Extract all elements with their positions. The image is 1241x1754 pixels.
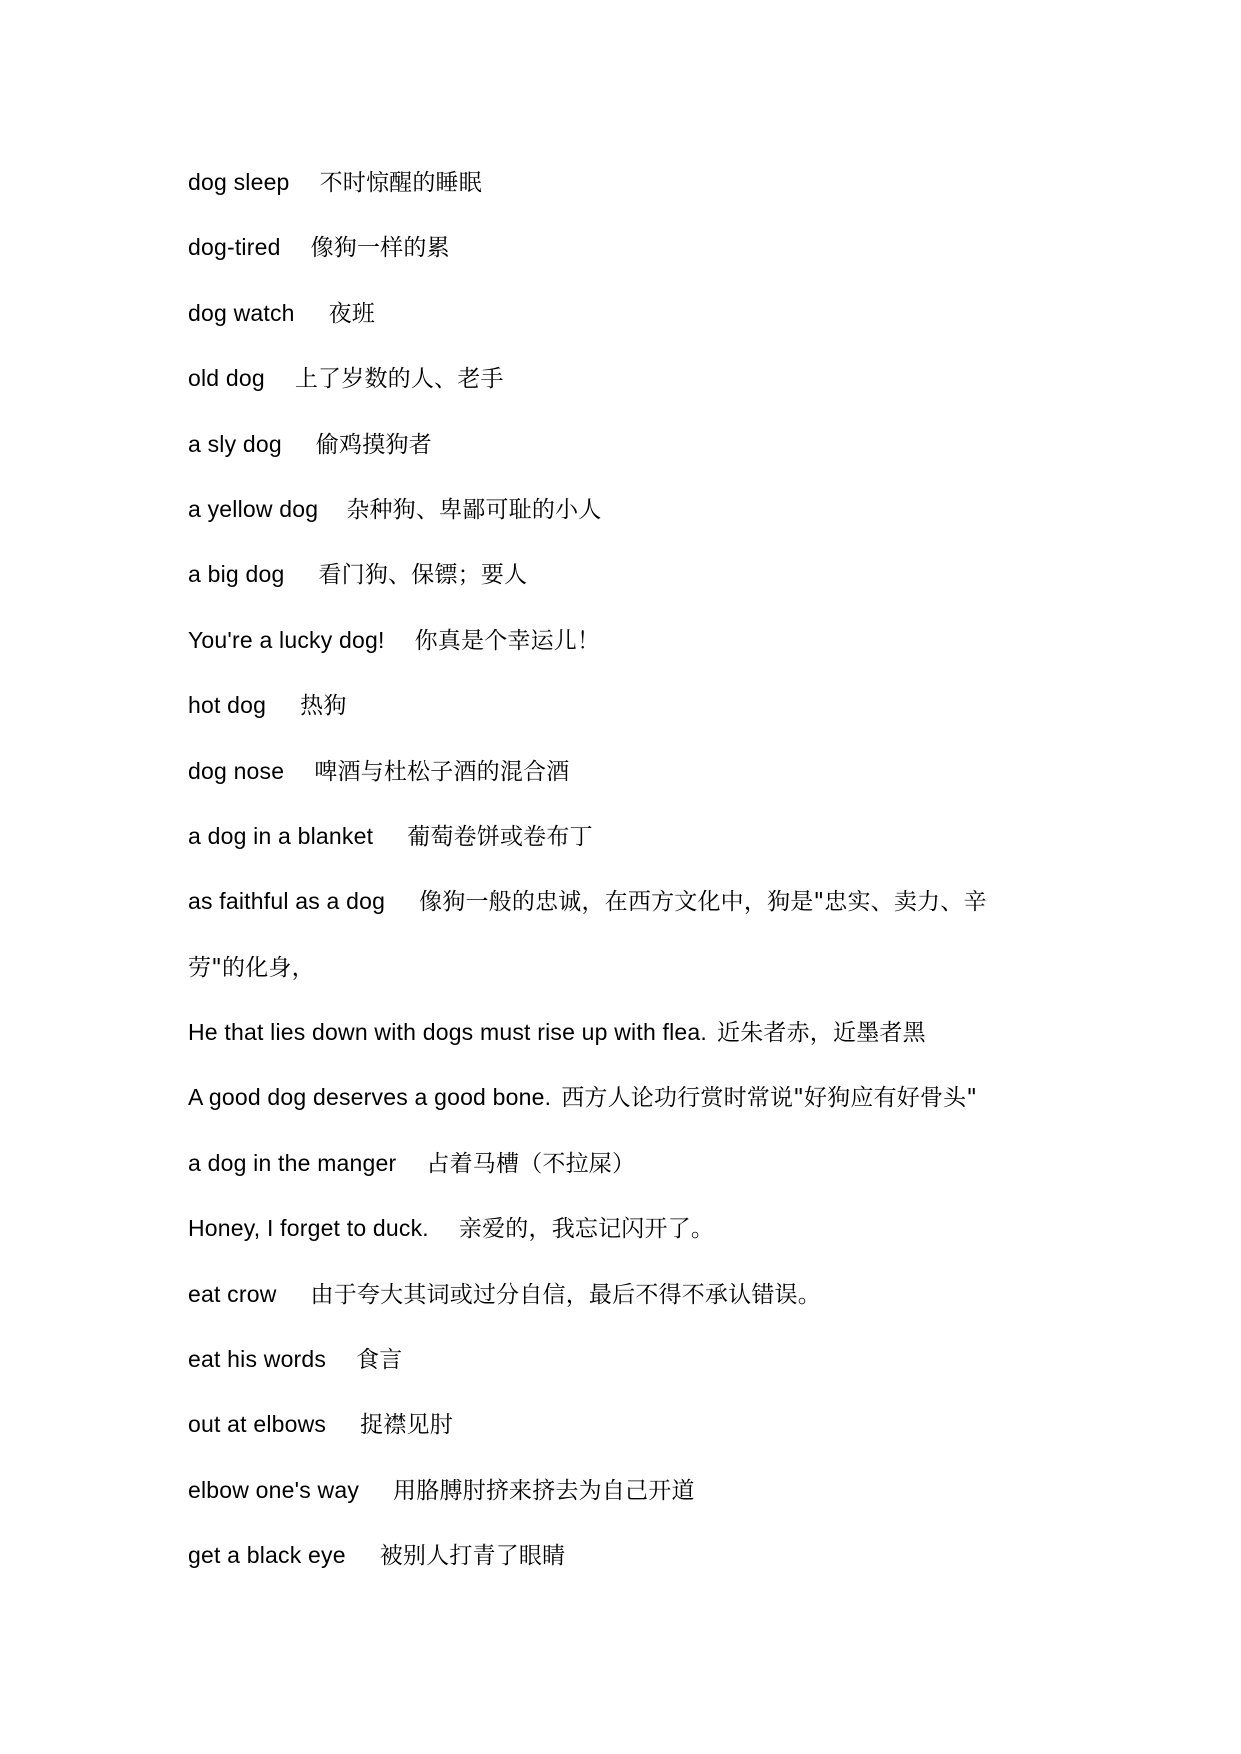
phrase-list	[188, 166, 1068, 1605]
english-phrase: dog sleep	[188, 169, 290, 195]
phrase-entry	[188, 166, 1068, 231]
english-phrase: You're a lucky dog!	[188, 626, 385, 653]
english-phrase: dog watch	[188, 299, 295, 326]
chinese-meaning: 偷鸡摸狗者	[315, 431, 432, 458]
english-phrase: dog-tired	[188, 234, 281, 261]
phrase-entry	[188, 558, 1068, 623]
chinese-meaning: 热狗	[300, 693, 347, 720]
phrase-entry	[188, 624, 1068, 689]
chinese-meaning: 用胳膊肘挤来挤去为自己开道	[393, 1477, 695, 1504]
phrase-entry	[188, 1278, 1068, 1343]
english-phrase: hot dog	[188, 692, 267, 719]
english-phrase: a dog in a blanket	[188, 822, 374, 849]
phrase-entry	[188, 820, 1068, 885]
phrase-entry	[188, 689, 1068, 754]
english-phrase: a sly dog	[188, 430, 282, 457]
english-phrase: a dog in the manger	[188, 1149, 397, 1176]
phrase-entry	[188, 885, 1068, 950]
chinese-meaning: 上了岁数的人、老手	[294, 366, 504, 393]
phrase-entry	[188, 428, 1068, 493]
english-phrase: as faithful as a dog	[188, 888, 386, 915]
phrase-entry	[188, 297, 1068, 362]
english-phrase: eat crow	[188, 1280, 277, 1307]
phrase-entry	[188, 362, 1068, 427]
phrase-entry	[188, 1212, 1068, 1277]
phrase-entry	[188, 951, 1068, 1016]
chinese-meaning: 啤酒与杜松子酒的混合酒	[314, 758, 570, 785]
chinese-meaning: 食言	[356, 1347, 403, 1374]
english-phrase: a big dog	[188, 561, 285, 588]
phrase-entry	[188, 755, 1068, 820]
english-phrase: get a black eye	[188, 1542, 346, 1569]
chinese-meaning: 夜班	[328, 300, 376, 327]
chinese-meaning: 被别人打青了眼睛	[379, 1543, 566, 1570]
chinese-meaning: 西方人论功行赏时常说"好狗应有好骨头"	[561, 1085, 978, 1112]
chinese-meaning: 捉襟见肘	[360, 1412, 453, 1439]
english-phrase: A good dog deserves a good bone.	[188, 1084, 552, 1111]
chinese-meaning: 你真是个幸运儿！	[414, 627, 601, 654]
chinese-meaning: 劳"的化身，	[188, 954, 315, 981]
english-phrase: old dog	[188, 365, 265, 392]
phrase-entry	[188, 1408, 1068, 1473]
phrase-entry	[188, 1081, 1068, 1146]
phrase-entry	[188, 1539, 1068, 1604]
chinese-meaning: 葡萄卷饼或卷布丁	[407, 823, 593, 850]
chinese-meaning: 像狗一样的累	[310, 235, 450, 262]
phrase-entry	[188, 493, 1068, 558]
phrase-entry	[188, 1343, 1068, 1408]
english-phrase: a yellow dog	[188, 495, 319, 522]
chinese-meaning: 像狗一般的忠诚，在西方文化中，狗是"忠实、卖力、辛	[419, 889, 987, 916]
english-phrase: Honey, I forget to duck.	[188, 1215, 429, 1242]
english-phrase: eat his words	[188, 1346, 327, 1373]
chinese-meaning: 不时惊醒的睡眠	[319, 170, 482, 196]
phrase-entry	[188, 1474, 1068, 1539]
chinese-meaning: 近朱者赤，近墨者黑	[717, 1020, 926, 1047]
chinese-meaning: 杂种狗、卑鄙可耻的小人	[346, 496, 602, 523]
chinese-meaning: 由于夸大其词或过分自信，最后不得不承认错误。	[310, 1281, 821, 1308]
english-phrase: He that lies down with dogs must rise up with flea.	[188, 1019, 707, 1046]
english-phrase: elbow one's way	[188, 1476, 360, 1503]
english-phrase: dog nose	[188, 757, 285, 784]
phrase-entry	[188, 1016, 1068, 1081]
phrase-entry	[188, 1147, 1068, 1212]
phrase-entry	[188, 231, 1068, 296]
english-phrase: out at elbows	[188, 1411, 327, 1438]
chinese-meaning: 亲爱的，我忘记闪开了。	[458, 1216, 715, 1243]
chinese-meaning: 看门狗、保镖；要人	[318, 562, 528, 589]
chinese-meaning: 占着马槽（不拉屎）	[426, 1150, 636, 1177]
